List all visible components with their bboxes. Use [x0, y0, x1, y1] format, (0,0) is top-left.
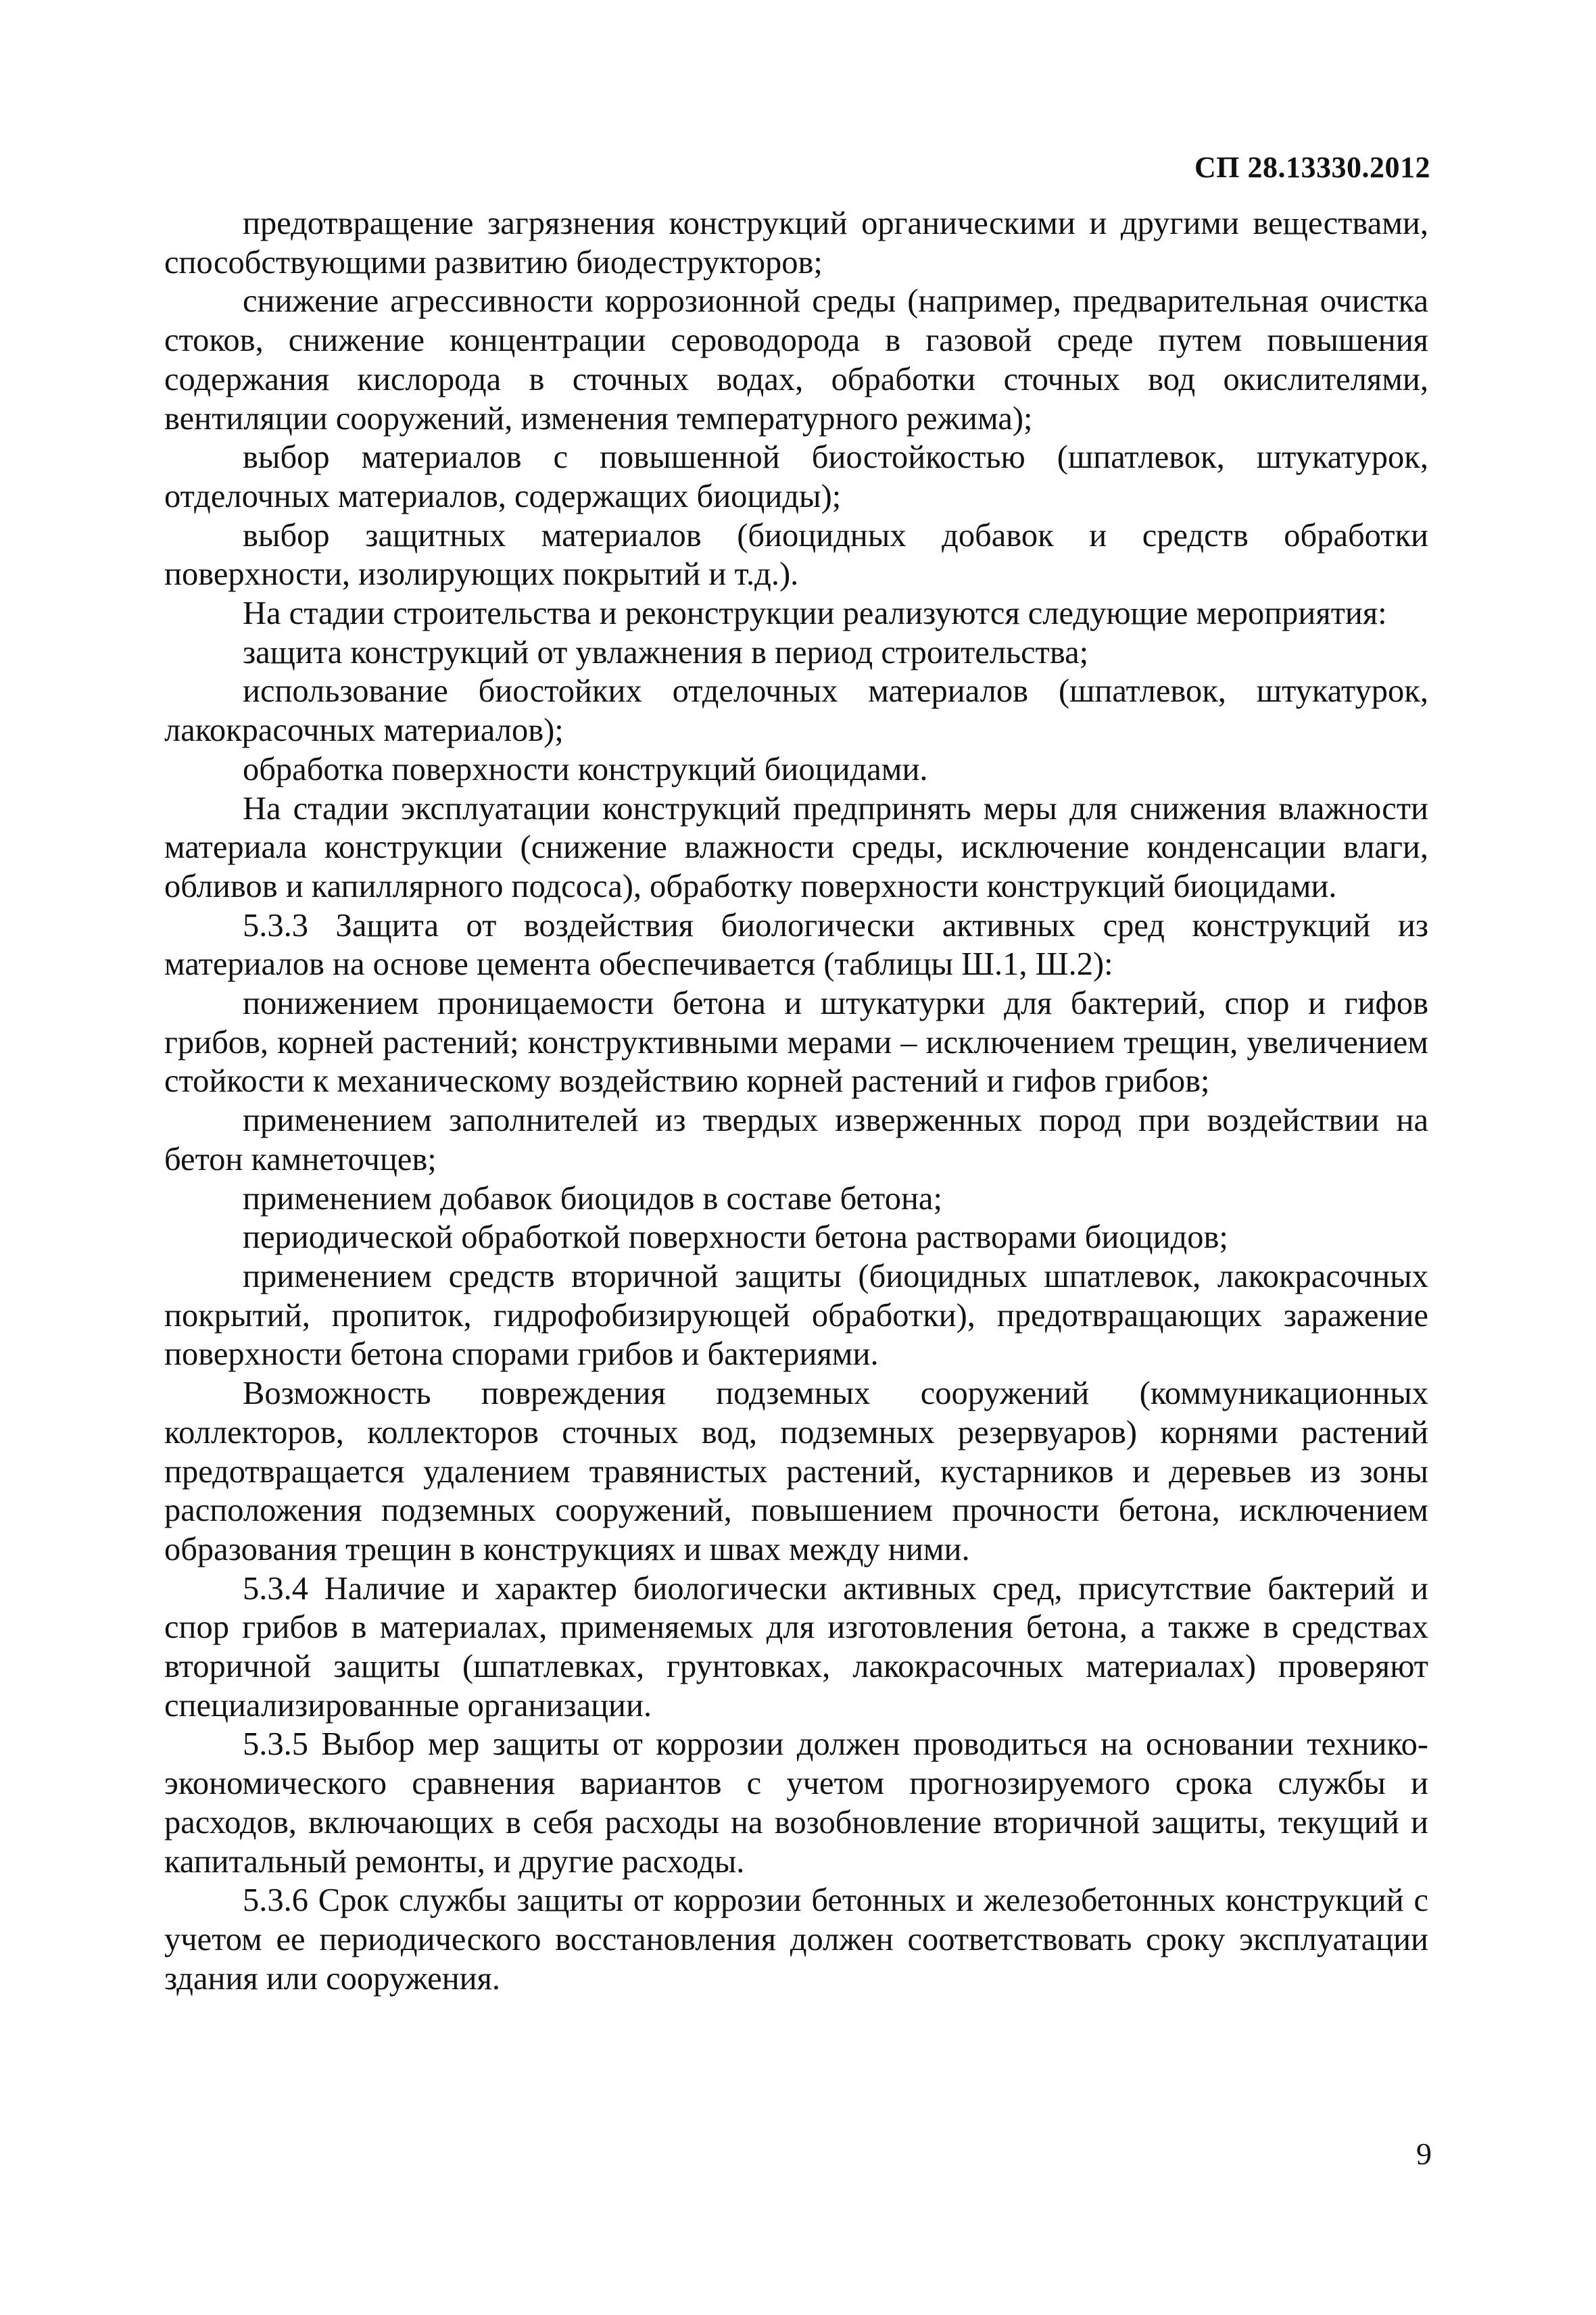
paragraph: выбор защитных материалов (биоцидных добавок и средств обработки поверхности, изолирующих покрытий и т.д.).	[164, 517, 1428, 593]
paragraph: На стадии эксплуатации конструкций предпринять меры для снижения влажности материала конструкции (снижение влажности среды, исключение конденсации влаги, обливов и капиллярного подсоса), обработку поверхности конструкций биоцидами.	[164, 790, 1428, 904]
paragraph: защита конструкций от увлажнения в период строительства;	[243, 634, 1089, 671]
paragraph: Возможность повреждения подземных сооружений (коммуникационных коллекторов, коллекторов сточных вод, подземных резервуаров) корнями растений предотвращается удалением травянистых растений, кустарников и деревьев из зоны расположения подземных сооружений, повышением прочности бетона, исключением образования трещин в конструкциях и швах между ними.	[164, 1375, 1428, 1567]
paragraph: периодической обработкой поверхности бетона растворами биоцидов;	[243, 1219, 1228, 1256]
section-paragraph-5-3-5: 5.3.5 Выбор мер защиты от коррозии должен проводиться на основании технико-экономического сравнения вариантов с учетом прогнозируемого срока службы и расходов, включающих в себя расходы на возобновление вторичной защиты, текущий и капитальный ремонты, и другие расходы.	[164, 1726, 1428, 1880]
section-paragraph-5-3-4: 5.3.4 Наличие и характер биологически активных сред, присутствие бактерий и спор грибов в материалах, применяемых для изготовления бетона, а также в средствах вторичной защиты (шпатлевках, грунтовках, лакокрасочных материалах) проверяют специализированные организации.	[164, 1570, 1428, 1724]
paragraph: выбор материалов с повышенной биостойкостью (шпатлевок, штукатурок, отделочных материалов, содержащих биоциды);	[164, 439, 1428, 514]
paragraph: предотвращение загрязнения конструкций органическими и другими веществами, способствующими развитию биодеструкторов;	[164, 205, 1428, 281]
section-paragraph-5-3-6: 5.3.6 Срок службы защиты от коррозии бетонных и железобетонных конструкций с учетом ее периодического восстановления должен соответствовать сроку эксплуатации здания или сооружения.	[164, 1882, 1428, 1997]
paragraph: применением добавок биоцидов в составе бетона;	[243, 1180, 942, 1217]
section-paragraph-5-3-3: 5.3.3 Защита от воздействия биологически активных сред конструкций из материалов на основе цемента обеспечивается (таблицы Ш.1, Ш.2):	[164, 907, 1428, 983]
paragraph: обработка поверхности конструкций биоцидами.	[243, 751, 928, 787]
paragraph: применением средств вторичной защиты (биоцидных шпатлевок, лакокрасочных покрытий, пропиток, гидрофобизирующей обработки), предотвращающих заражение поверхности бетона спорами грибов и бактериями.	[164, 1258, 1428, 1373]
page-number: 9	[1416, 2137, 1432, 2171]
document-code: СП 28.13330.2012	[1194, 151, 1430, 184]
paragraph: понижением проницаемости бетона и штукатурки для бактерий, спор и гифов грибов, корней растений; конструктивными мерами – исключением трещин, увеличением стойкости к механическому воздействию корней растений и гифов грибов;	[164, 985, 1428, 1100]
page-body	[164, 204, 1428, 1998]
paragraph: применением заполнителей из твердых изверженных пород при воздействии на бетон камнеточцев;	[164, 1102, 1428, 1177]
paragraph: снижение агрессивности коррозионной среды (например, предварительная очистка стоков, снижение концентрации сероводорода в газовой среде путем повышения содержания кислорода в сточных водах, обработки сточных вод окислителями, вентиляции сооружений, изменения температурного режима);	[164, 283, 1428, 437]
paragraph: использование биостойких отделочных материалов (шпатлевок, штукатурок, лакокрасочных материалов);	[164, 673, 1428, 749]
paragraph: На стадии строительства и реконструкции реализуются следующие мероприятия:	[243, 595, 1387, 632]
